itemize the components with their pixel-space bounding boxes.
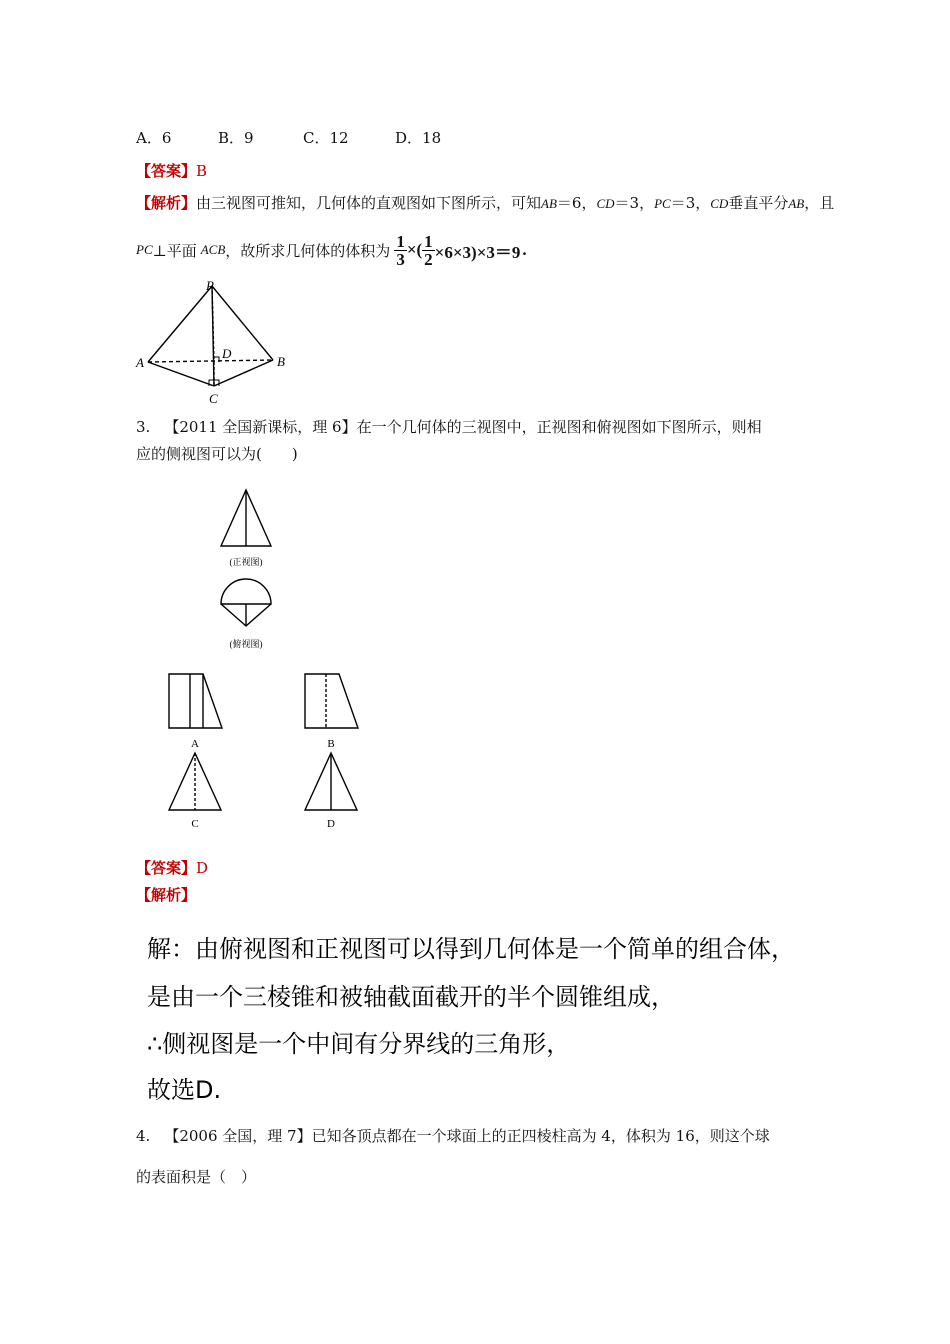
var-cd: CD: [710, 196, 729, 211]
answer-value: B: [196, 162, 208, 180]
pyramid-figure: [130, 278, 300, 408]
fraction-one-third: [394, 233, 407, 268]
question-number: 3.: [136, 418, 151, 436]
analysis-line-1: [136, 192, 834, 213]
q4-stem-line-1: [136, 1125, 770, 1146]
formula-part: ×(: [406, 240, 423, 259]
answer-tag: 【答案】: [136, 162, 197, 180]
top-view-figure: [210, 575, 282, 655]
question-stem: 在一个几何体的三视图中，正视图和俯视图如下图所示，则相: [356, 418, 762, 436]
top-view-semicircle: [221, 579, 271, 604]
question-number: 4.: [136, 1127, 151, 1145]
label-p: P: [206, 278, 214, 293]
edge-ab: [148, 360, 273, 362]
answer-line-q3: [136, 857, 208, 878]
edge-ac: [148, 362, 214, 386]
choice-c-label: C: [191, 818, 199, 830]
analysis-text: ⊥平面: [152, 241, 197, 260]
formula-end: .: [522, 240, 527, 259]
denominator: 2: [424, 249, 433, 269]
var-cd: CD: [596, 196, 615, 211]
choice-c-figure: [160, 748, 230, 833]
question-stem: 已知各顶点都在一个球面上的正四棱柱高为 4，体积为 16，则这个球: [311, 1127, 770, 1145]
choice-c-triangle: [169, 753, 221, 810]
fraction-one-half: [422, 233, 435, 268]
solution-line-2: 是由一个三棱锥和被轴截面截开的半个圆锥组成，: [147, 983, 675, 1011]
label-c: C: [209, 391, 218, 406]
option-b: B．9: [218, 129, 254, 147]
option-c: C．12: [303, 129, 349, 147]
analysis-tag-q3: 【解析】: [136, 886, 197, 904]
analysis-text: ＝3，: [614, 194, 655, 212]
choice-b-shape: [305, 674, 358, 728]
edge-pa: [148, 286, 212, 362]
label-b: B: [277, 354, 285, 369]
choice-d-figure: [296, 748, 366, 833]
question-source: 【2006 全国，理 7】: [164, 1127, 312, 1145]
option-d: D．18: [395, 129, 442, 147]
analysis-text: ＝6，: [556, 194, 597, 212]
q3-stem-line-1: [136, 416, 762, 437]
answer-line-q2: [136, 160, 207, 181]
edge-bc: [214, 360, 273, 386]
label-a: A: [136, 355, 144, 370]
answer-value: D: [196, 859, 209, 877]
analysis-line-2: [136, 226, 527, 274]
q4-stem-line-2: 的表面积是（ ）: [136, 1168, 257, 1186]
analysis-text: ＝3，: [670, 194, 711, 212]
var-acb: ACB: [200, 242, 226, 257]
analysis-text: 由三视图可推知，几何体的直观图如下图所示，可知: [196, 194, 542, 212]
formula-part: ×6×3)×3＝9: [434, 242, 521, 262]
analysis-text: ，故所求几何体的体积为: [225, 241, 391, 260]
solution-line-4: 故选D.: [147, 1076, 222, 1104]
choice-d-label: D: [327, 818, 335, 830]
numerator: 1: [396, 231, 405, 251]
choice-a-label: A: [191, 738, 199, 750]
solution-line-1: 解：由俯视图和正视图可以得到几何体是一个简单的组合体，: [147, 935, 795, 963]
front-view-figure: [210, 485, 282, 570]
front-view-caption: (正视图): [229, 557, 263, 567]
denominator: 3: [396, 249, 405, 269]
var-ab: AB: [788, 196, 805, 211]
analysis-text: ，且: [804, 194, 835, 212]
choice-b-figure: [296, 668, 366, 753]
choice-a-figure: [160, 668, 230, 753]
var-pc: PC: [654, 196, 671, 211]
top-view-caption: (俯视图): [229, 639, 263, 649]
analysis-tag: 【解析】: [136, 194, 197, 212]
analysis-text: 垂直平分: [728, 194, 789, 212]
choice-b-label: B: [327, 738, 335, 750]
numerator: 1: [424, 231, 433, 251]
var-pc: PC: [136, 242, 153, 257]
q3-stem-line-2: 应的侧视图可以为( ): [136, 445, 298, 463]
answer-tag: 【答案】: [136, 859, 197, 877]
question-source: 【2011 全国新课标，理 6】: [164, 418, 357, 436]
var-ab: AB: [541, 196, 557, 211]
option-a: A．6: [136, 129, 172, 147]
choice-a-shape: [169, 674, 222, 728]
label-d: D: [222, 346, 232, 361]
solution-line-3: ∴侧视图是一个中间有分界线的三角形，: [147, 1030, 571, 1058]
